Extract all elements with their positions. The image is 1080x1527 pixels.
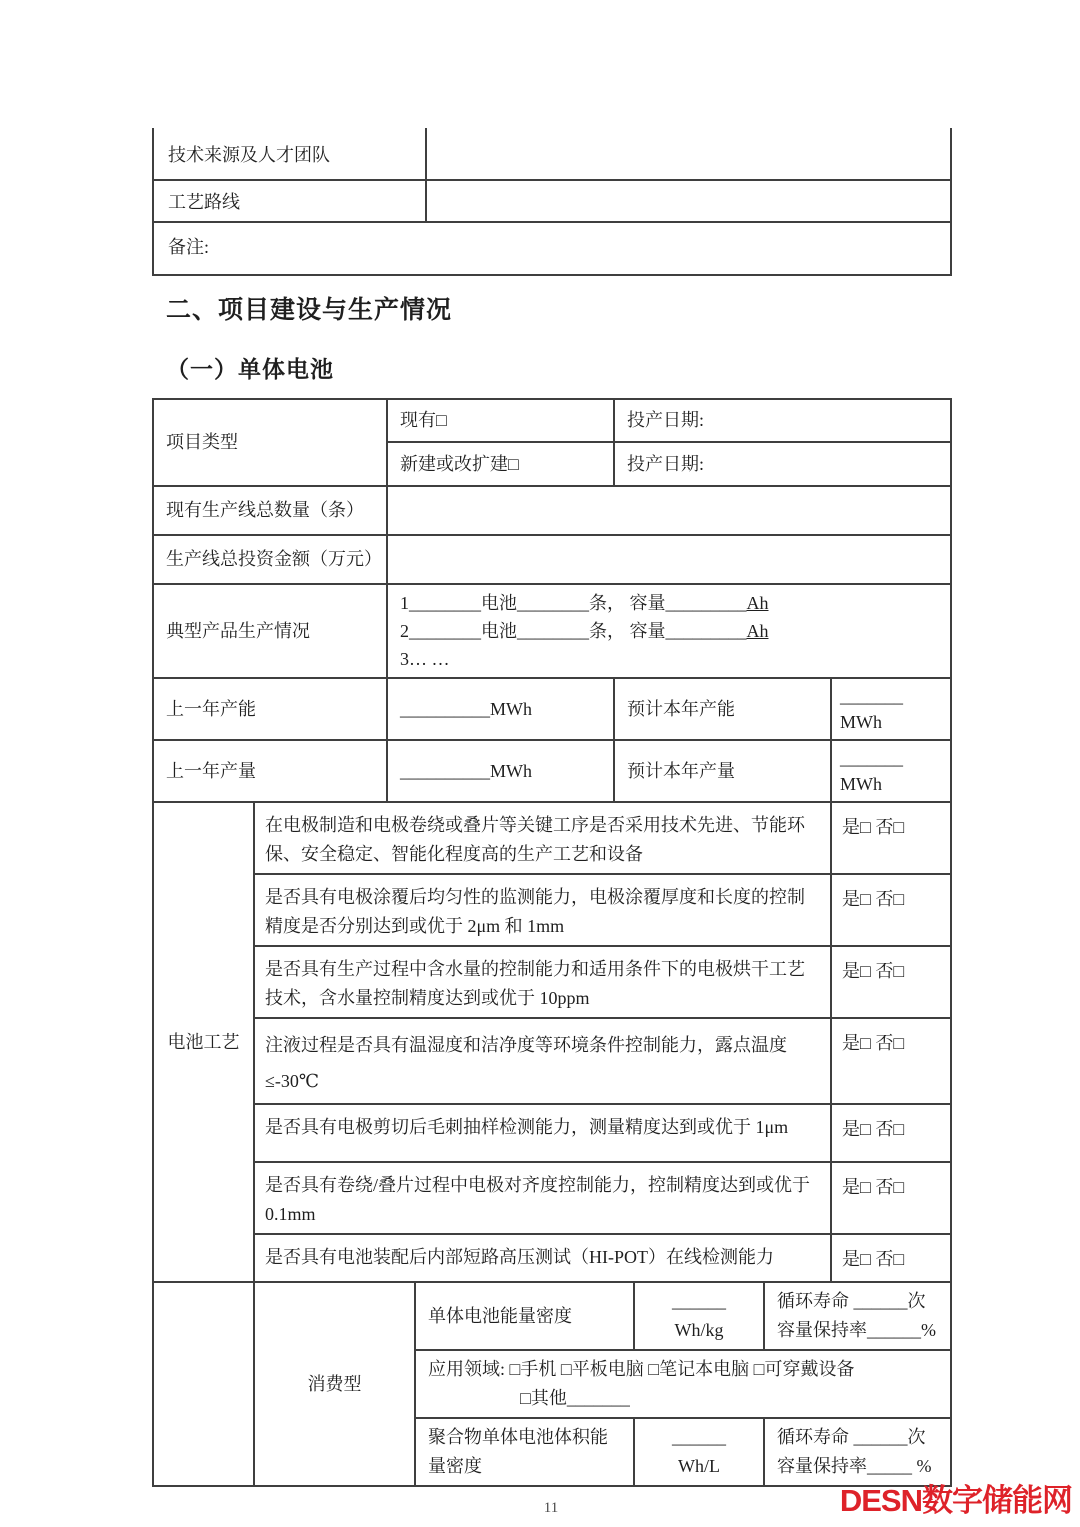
project-type-newbuild-checkbox: 新建或改扩建□	[387, 442, 614, 486]
product-line-1: 1________电池________条， 容量_________Ah	[400, 593, 769, 613]
top-table	[152, 128, 952, 276]
unit-ah: Ah	[746, 593, 769, 613]
process-question-2: 是否具有电极涂覆后均匀性的监测能力，电极涂覆厚度和长度的控制精度是否分别达到或优于 2μm 和 1mm	[254, 874, 831, 946]
energy-density-value-cell: ______ Wh/kg	[634, 1282, 764, 1350]
table-row	[153, 486, 951, 535]
consumer-type-label: 消费型	[254, 1282, 415, 1486]
table-row	[153, 678, 951, 740]
yes-no-checkboxes: 是□ 否□	[831, 1162, 951, 1234]
process-route-label: 工艺路线	[153, 180, 426, 222]
typical-products-label: 典型产品生产情况	[153, 584, 387, 678]
table-row	[153, 222, 951, 275]
remark-label: 备注:	[153, 222, 951, 275]
table-row	[153, 1162, 951, 1234]
table-row	[153, 946, 951, 1018]
table-row	[153, 180, 951, 222]
capacity-forecast-value-cell: _______ MWh	[831, 678, 951, 740]
yes-no-checkboxes: 是□ 否□	[831, 1104, 951, 1162]
unit-mwh: MWh	[840, 774, 882, 794]
energy-density-label: 单体电池能量密度	[415, 1282, 634, 1350]
process-question-6: 是否具有卷绕/叠片过程中电极对齐度控制能力，控制精度达到或优于 0.1mm	[254, 1162, 831, 1234]
poly-density-value-cell: ______ Wh/L	[634, 1418, 764, 1486]
section-heading: 二、项目建设与生产情况	[166, 296, 453, 324]
table-row	[153, 1018, 951, 1104]
yes-no-checkboxes: 是□ 否□	[831, 802, 951, 874]
output-lastyear-value: __________MWh	[387, 740, 614, 802]
process-question-7: 是否具有电池装配后内部短路高压测试（HI-POT）在线检测能力	[254, 1234, 831, 1282]
unit-wh-kg: Wh/kg	[674, 1320, 724, 1340]
typical-products-cell	[387, 584, 951, 678]
newbuild-production-date-label: 投产日期:	[614, 442, 951, 486]
capacity-lastyear-value: __________MWh	[387, 678, 614, 740]
table-row	[153, 802, 951, 874]
existing-production-date-label: 投产日期:	[614, 399, 951, 442]
unit-ah: Ah	[746, 621, 769, 641]
yes-no-checkboxes: 是□ 否□	[831, 946, 951, 1018]
subsection-heading: （一）单体电池	[166, 357, 334, 382]
process-route-value-cell	[426, 180, 951, 222]
table-row	[153, 399, 951, 442]
main-table	[152, 398, 952, 1487]
left-spacer-cell	[153, 1282, 254, 1486]
unit-wh-l: Wh/L	[678, 1456, 720, 1476]
page-content	[152, 128, 950, 1517]
investment-label: 生产线总投资金额（万元）	[153, 535, 387, 584]
process-question-4: 注液过程是否具有温湿度和洁净度等环境条件控制能力，露点温度≤-30℃	[254, 1018, 831, 1104]
application-checkboxes: 应用领域: □手机 □平板电脑 □笔记本电脑 □可穿戴设备	[428, 1359, 855, 1379]
process-question-5: 是否具有电极剪切后毛刺抽样检测能力，测量精度达到或优于 1μm	[254, 1104, 831, 1162]
capacity-lastyear-label: 上一年产能	[153, 678, 387, 740]
yes-no-checkboxes: 是□ 否□	[831, 1018, 951, 1104]
table-row	[153, 1282, 951, 1350]
desn-site-logo: DESN数字储能网	[839, 1483, 1072, 1518]
application-other-checkbox: □其他_______	[520, 1388, 630, 1408]
unit-mwh: MWh	[840, 712, 882, 732]
table-row	[153, 1104, 951, 1162]
application-field-cell	[415, 1350, 951, 1418]
line-count-value-cell	[387, 486, 951, 535]
tech-source-value-cell	[426, 128, 951, 180]
battery-process-label: 电池工艺	[153, 802, 254, 1282]
yes-no-checkboxes: 是□ 否□	[831, 1234, 951, 1282]
poly-cycle-life-cell: 循环寿命 ______次 容量保持率_____ %	[764, 1418, 951, 1486]
poly-density-label: 聚合物单体电池体积能量密度	[415, 1418, 634, 1486]
table-row	[153, 874, 951, 946]
output-forecast-value-cell: _______ MWh	[831, 740, 951, 802]
output-forecast-label: 预计本年产量	[614, 740, 831, 802]
table-row	[153, 128, 951, 180]
project-type-label: 项目类型	[153, 399, 387, 486]
cycle-life-cell: 循环寿命 ______次 容量保持率______%	[764, 1282, 951, 1350]
project-type-existing-checkbox: 现有□	[387, 399, 614, 442]
capacity-forecast-label: 预计本年产能	[614, 678, 831, 740]
line-count-label: 现有生产线总数量（条）	[153, 486, 387, 535]
product-line-2: 2________电池________条， 容量_________Ah	[400, 621, 769, 641]
table-row	[153, 1234, 951, 1282]
process-question-1: 在电极制造和电极卷绕或叠片等关键工序是否采用技术先进、节能环保、安全稳定、智能化程度高的生产工艺和设备	[254, 802, 831, 874]
investment-value-cell	[387, 535, 951, 584]
product-line-3: 3… …	[400, 649, 450, 669]
tech-source-label: 技术来源及人才团队	[153, 128, 426, 180]
table-row	[153, 740, 951, 802]
page-number: 11	[543, 1500, 559, 1516]
output-lastyear-label: 上一年产量	[153, 740, 387, 802]
table-row	[153, 535, 951, 584]
yes-no-checkboxes: 是□ 否□	[831, 874, 951, 946]
process-question-3: 是否具有生产过程中含水量的控制能力和适用条件下的电极烘干工艺技术，含水量控制精度达到或优于 10ppm	[254, 946, 831, 1018]
table-row	[153, 584, 951, 678]
